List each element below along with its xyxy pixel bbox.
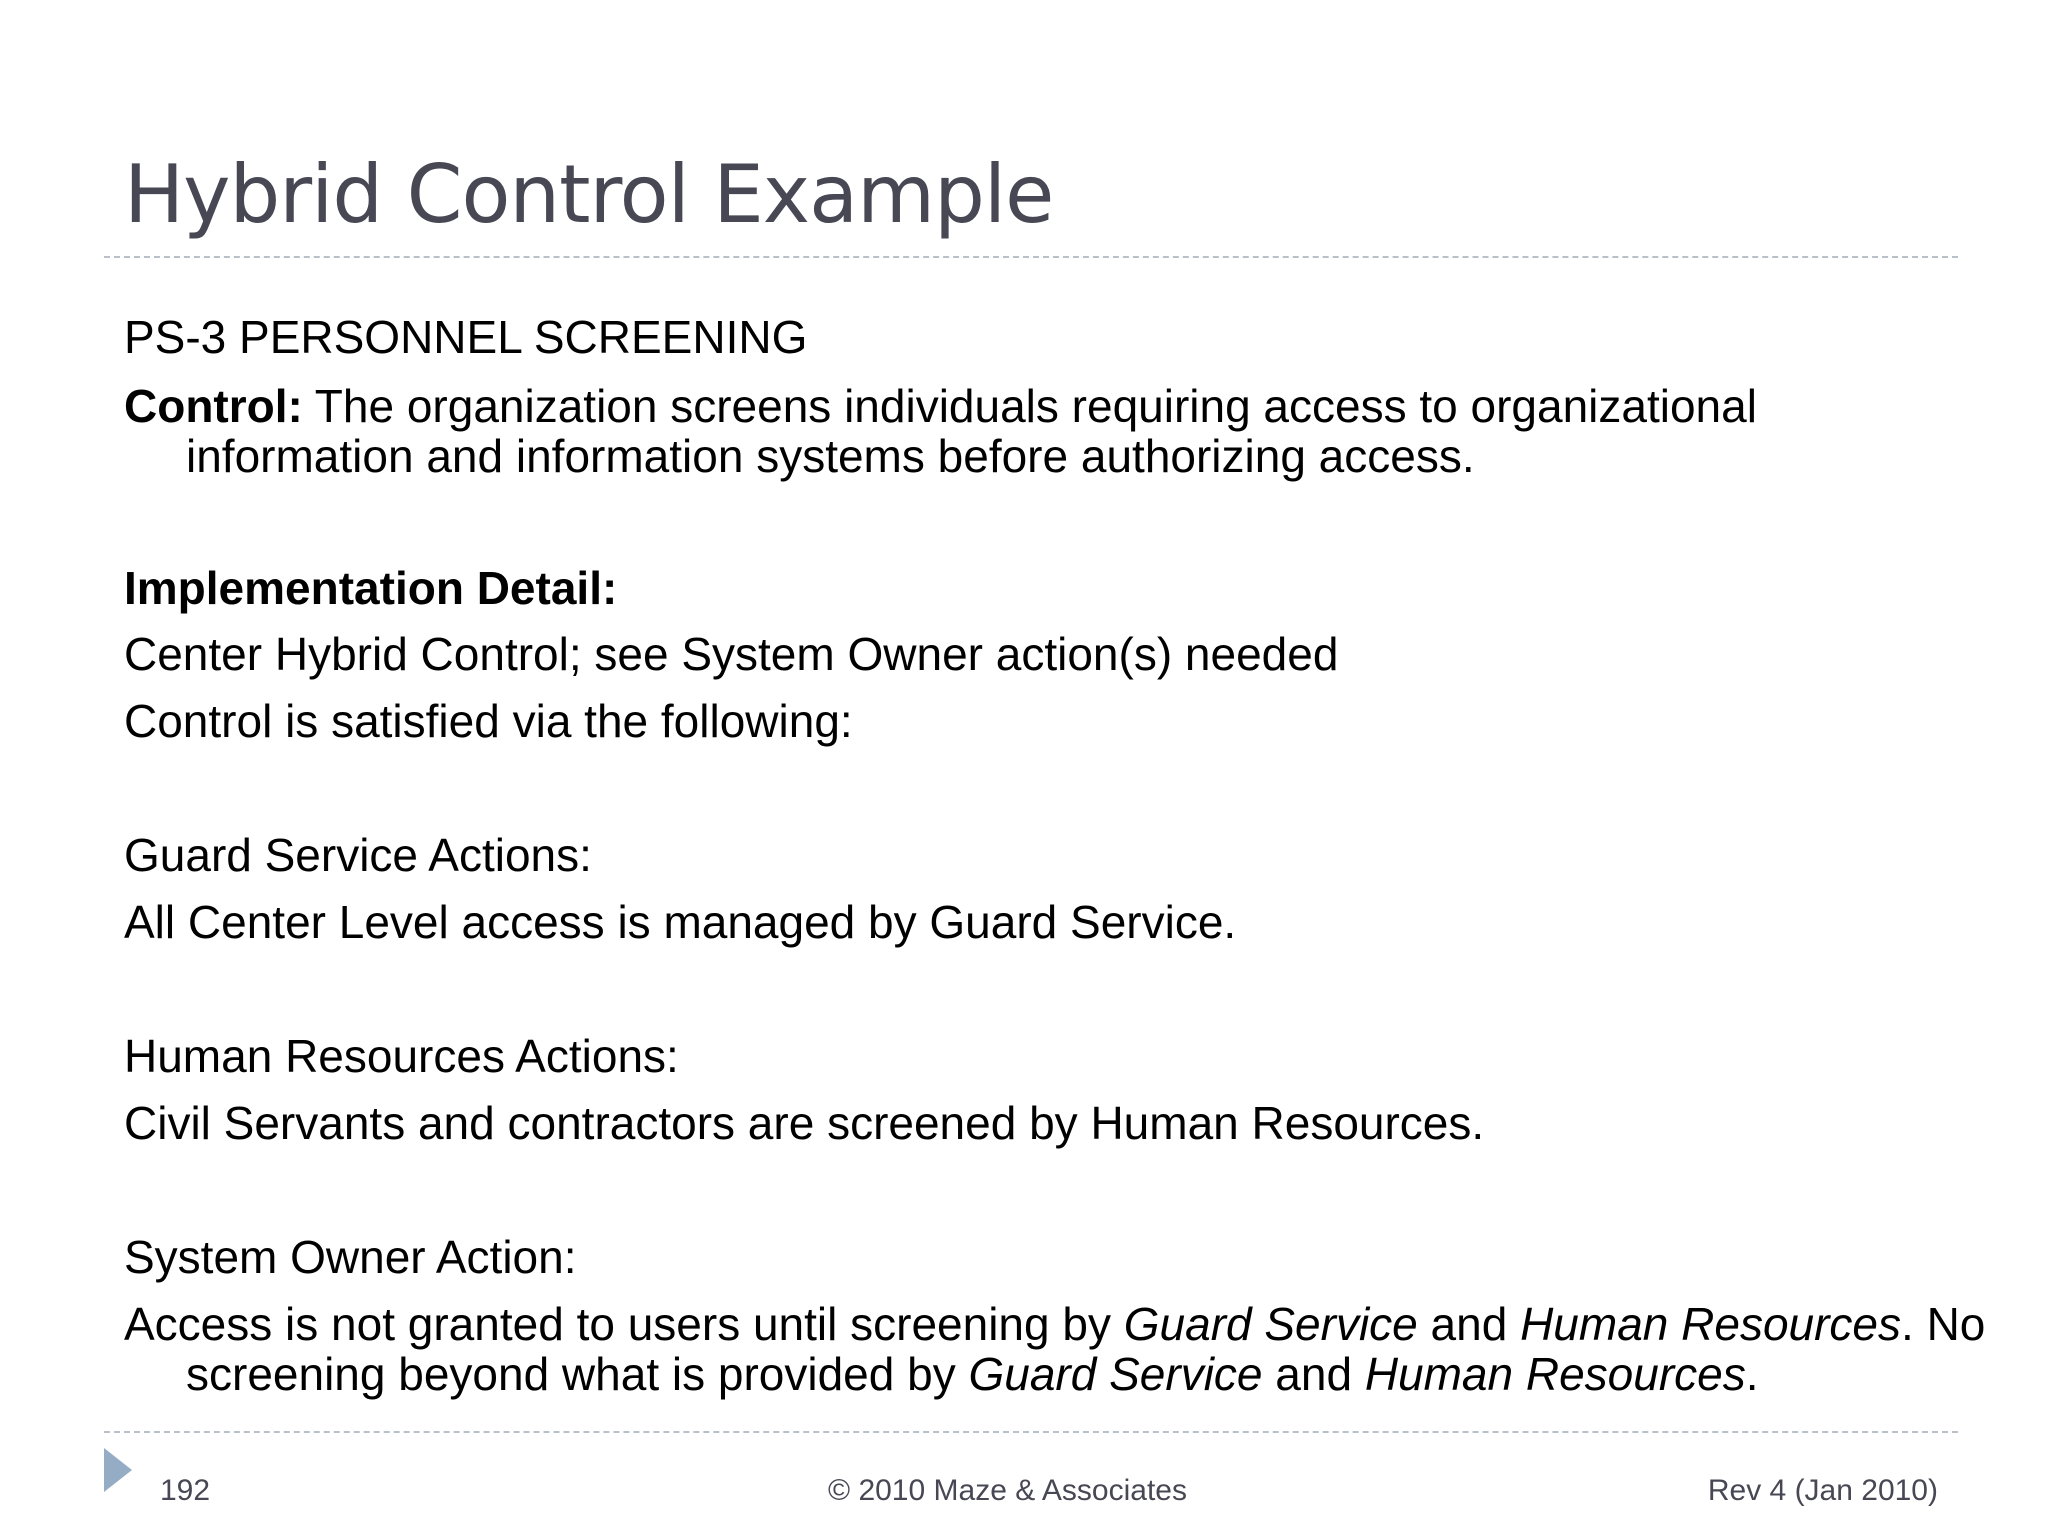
- control-statement: [124, 381, 1996, 481]
- triangle-right-icon: [104, 1448, 132, 1492]
- implementation-detail-label: Implementation Detail:: [124, 562, 618, 614]
- footer-divider: [104, 1431, 1958, 1433]
- guard-service-emphasis: Guard Service: [1123, 1298, 1418, 1350]
- human-resources-emphasis: Human Resources: [1364, 1348, 1746, 1400]
- revision: Rev 4 (Jan 2010): [1707, 1474, 1938, 1507]
- implementation-detail-line-1: Center Hybrid Control; see System Owner action(s) needed: [124, 628, 1339, 680]
- guard-service-emphasis: Guard Service: [968, 1348, 1263, 1400]
- system-owner-heading: System Owner Action:: [124, 1231, 577, 1283]
- control-text: The organization screens individuals requiring access to organizational information and information systems before authorizing access.: [186, 380, 1757, 482]
- guard-service-heading: Guard Service Actions:: [124, 829, 592, 881]
- guard-service-text: All Center Level access is managed by Guard Service.: [124, 896, 1237, 948]
- page-number: 192: [160, 1474, 211, 1507]
- control-label: Control:: [124, 380, 303, 432]
- human-resources-text: Civil Servants and contractors are screened by Human Resources.: [124, 1097, 1485, 1149]
- implementation-detail-line-2: Control is satisfied via the following:: [124, 695, 853, 747]
- human-resources-emphasis: Human Resources: [1520, 1298, 1902, 1350]
- control-id: PS-3 PERSONNEL SCREENING: [124, 311, 808, 363]
- implementation-detail-heading: [124, 563, 1934, 613]
- system-owner-text: Access is not granted to users until screening by Guard Service and Human Resources. No screening beyond what is provided by Guard Service and Human Resources.: [124, 1298, 1986, 1400]
- title-divider: [104, 256, 1958, 258]
- slide-title: Hybrid Control Example: [124, 148, 1054, 241]
- copyright: © 2010 Maze & Associates: [828, 1474, 1187, 1507]
- human-resources-heading: Human Resources Actions:: [124, 1030, 679, 1082]
